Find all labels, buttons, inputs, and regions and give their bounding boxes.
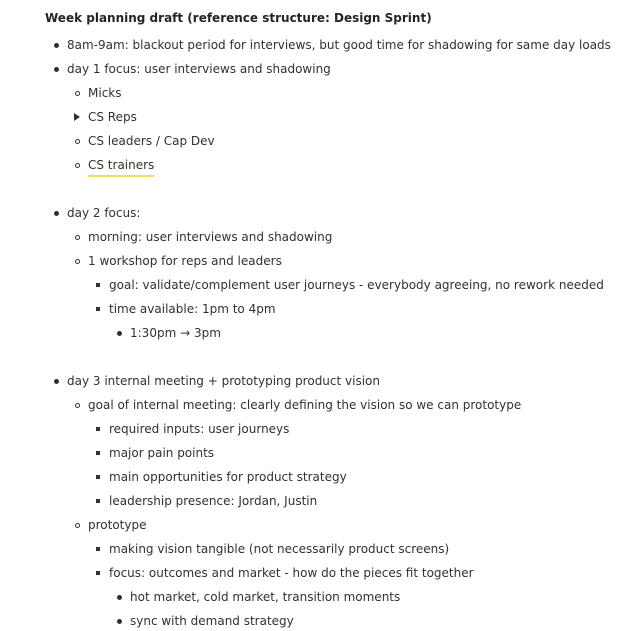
- bullet-disc-icon: [115, 324, 125, 342]
- list-item-text: time available: 1pm to 4pm: [109, 302, 276, 316]
- bullet-disc-icon: [115, 588, 125, 606]
- list-item-text: CS leaders / Cap Dev: [88, 134, 215, 148]
- bullet-circle-icon: [73, 84, 83, 102]
- list-item-text: CS Reps: [88, 110, 137, 124]
- bullet-disc-icon: [52, 36, 62, 54]
- page-title: Week planning draft (reference structure: Design Sprint): [45, 11, 432, 25]
- bullet-circle-icon: [73, 396, 83, 414]
- list-item-text: making vision tangible (not necessarily product screens): [109, 542, 450, 556]
- bullet-disc-icon: [115, 612, 125, 630]
- bullet-disc-icon: [52, 60, 62, 78]
- list-item-text-highlighted: CS trainers: [88, 156, 154, 177]
- list-item-text: main opportunities for product strategy: [109, 470, 347, 484]
- bullet-disc-icon: [52, 204, 62, 222]
- list-item-text: major pain points: [109, 446, 215, 460]
- list-item-text: day 2 focus:: [67, 206, 141, 220]
- list-item-text: Micks: [88, 86, 122, 100]
- bullet-square-icon: [94, 468, 104, 486]
- list-item-text: morning: user interviews and shadowing: [88, 230, 333, 244]
- list-item-text: prototype: [88, 518, 147, 532]
- bullet-square-icon: [94, 276, 104, 294]
- list-item-text: sync with demand strategy: [130, 614, 294, 628]
- bullet-circle-icon: [73, 156, 83, 174]
- list-item-text: goal: validate/complement user journeys - everybody agreeing, no rework needed: [109, 278, 604, 292]
- bullet-square-icon: [94, 492, 104, 510]
- bullet-square-icon: [94, 420, 104, 438]
- list-item-text: focus: outcomes and market - how do the pieces fit together: [109, 566, 474, 580]
- bullet-square-icon: [94, 540, 104, 558]
- list-item-text: 1 workshop for reps and leaders: [88, 254, 282, 268]
- bullet-square-icon: [94, 564, 104, 582]
- bullet-disc-icon: [52, 372, 62, 390]
- bullet-square-icon: [94, 444, 104, 462]
- bullet-square-icon: [94, 300, 104, 318]
- list-item-text: 1:30pm → 3pm: [130, 326, 221, 340]
- bullet-circle-icon: [73, 252, 83, 270]
- list-item-text: day 1 focus: user interviews and shadowing: [67, 62, 331, 76]
- list-item-text: 8am-9am: blackout period for interviews, but good time for shadowing for same day loads: [67, 38, 611, 52]
- list-item-text: required inputs: user journeys: [109, 422, 290, 436]
- list-item-text: leadership presence: Jordan, Justin: [109, 494, 318, 508]
- list-item-text: goal of internal meeting: clearly defining the vision so we can prototype: [88, 398, 522, 412]
- list-item-text: day 3 internal meeting + prototyping product vision: [67, 374, 381, 388]
- expand-triangle-icon[interactable]: [73, 108, 83, 126]
- list-item-text: hot market, cold market, transition moments: [130, 590, 401, 604]
- bullet-circle-icon: [73, 516, 83, 534]
- bullet-circle-icon: [73, 132, 83, 150]
- bullet-circle-icon: [73, 228, 83, 246]
